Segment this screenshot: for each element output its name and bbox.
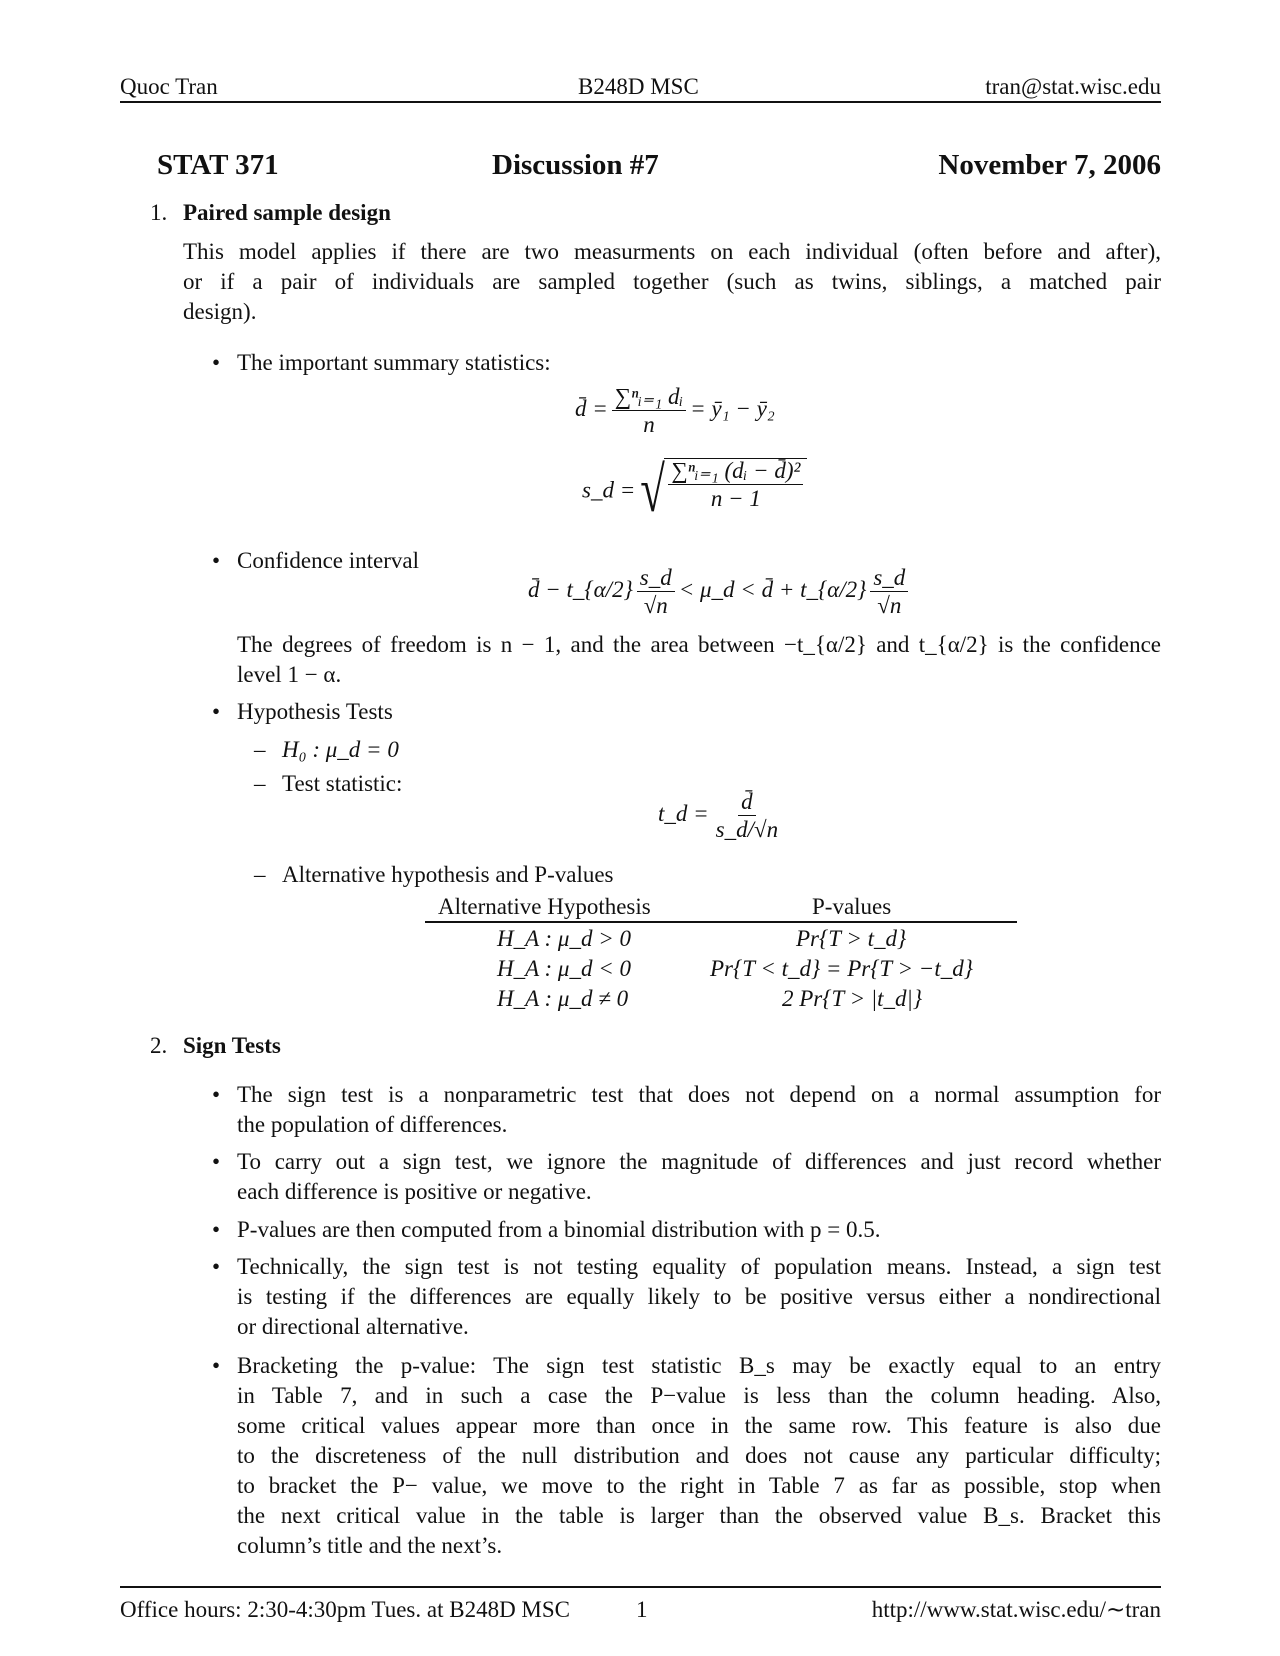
- bullet-text: Hypothesis Tests: [237, 699, 393, 724]
- table-rule: [425, 921, 1017, 923]
- bullet-text: Technically, the sign test is not testing equality of population means. Instead, a sign test: [237, 1254, 1161, 1279]
- bullet-icon: •: [212, 1217, 221, 1242]
- table-cell: Pr{T > t_d}: [796, 926, 907, 951]
- bullet-icon: •: [212, 1082, 221, 1107]
- discussion-title: Discussion #7: [492, 149, 659, 181]
- bullet-text: To carry out a sign test, we ignore the magnitude of differences and just record whether: [237, 1149, 1161, 1174]
- table-cell: H_A : μ_d > 0: [497, 926, 631, 951]
- bullet-text: in Table 7, and in such a case the P−value is less than the column heading. Also,: [237, 1383, 1161, 1408]
- bullet-text: Bracketing the p-value: The sign test statistic B_s may be exactly equal to an entry: [237, 1353, 1161, 1378]
- bullet-text: some critical values appear more than once in the same row. This feature is also due: [237, 1413, 1161, 1438]
- table-cell: Pr{T < t_d} = Pr{T > −t_d}: [710, 956, 973, 981]
- header-rule: [120, 101, 1161, 103]
- dash-icon: –: [254, 771, 266, 796]
- bullet-icon: •: [212, 1353, 221, 1378]
- section-number: 2.: [150, 1033, 168, 1058]
- section-heading: Sign Tests: [183, 1033, 281, 1058]
- footer-url[interactable]: http://www.stat.wisc.edu/∼tran: [871, 1597, 1161, 1622]
- paragraph-line: design).: [183, 299, 257, 324]
- section-number: 1.: [150, 200, 168, 225]
- bullet-text: or directional alternative.: [237, 1314, 469, 1339]
- bullet-text: the population of differences.: [237, 1112, 508, 1137]
- bullet-icon: •: [212, 548, 221, 573]
- alternative-label: Alternative hypothesis and P-values: [282, 862, 614, 887]
- table-header: P-values: [812, 894, 892, 919]
- bullet-icon: •: [212, 1254, 221, 1279]
- paragraph-line: This model applies if there are two measurments on each individual (often before and after),: [183, 239, 1161, 264]
- footer-rule: [120, 1586, 1161, 1588]
- section-heading: Paired sample design: [183, 200, 391, 225]
- header-room: B248D MSC: [578, 74, 699, 99]
- formula-td: t_d = $\frac{d̄}{s\_d/√n}$: [658, 789, 779, 842]
- test-statistic-label: Test statistic:: [282, 771, 403, 796]
- paragraph-line: level 1 − α.: [237, 662, 342, 687]
- formula-dbar: d̄ = $\frac{\text{∑ⁿᵢ₌₁ dᵢ}}{n}$ = ȳ₁ − ȳ₂: [575, 384, 775, 437]
- page-number: 1: [636, 1597, 648, 1622]
- bullet-text: to the discreteness of the null distribution and does not cause any particular difficulty;: [237, 1443, 1161, 1468]
- bullet-text: is testing if the differences are equally likely to be positive versus either a nondirectional: [237, 1284, 1161, 1309]
- bullet-text: the next critical value in the table is larger than the observed value B_s. Bracket this: [237, 1503, 1161, 1528]
- bullet-text: each difference is positive or negative.: [237, 1179, 592, 1204]
- date-title: November 7, 2006: [938, 149, 1161, 181]
- course-title: STAT 371: [157, 149, 279, 181]
- bullet-icon: •: [212, 1149, 221, 1174]
- paragraph-line: The degrees of freedom is n − 1, and the area between −t_{α/2} and t_{α/2} is the confidence: [237, 632, 1161, 657]
- bullet-text: to bracket the P− value, we move to the right in Table 7 as far as possible, stop when: [237, 1473, 1161, 1498]
- null-hypothesis: H₀ : μ_d = 0: [282, 737, 399, 762]
- bullet-text: P-values are then computed from a binomial distribution with p = 0.5.: [237, 1217, 881, 1242]
- bullet-text: The important summary statistics:: [237, 350, 551, 375]
- header-email: tran@stat.wisc.edu: [985, 74, 1161, 99]
- dash-icon: –: [254, 862, 266, 887]
- bullet-icon: •: [212, 699, 221, 724]
- table-cell: H_A : μ_d < 0: [497, 956, 631, 981]
- bullet-text: column’s title and the next’s.: [237, 1533, 503, 1558]
- header-author: Quoc Tran: [120, 74, 218, 99]
- table-header: Alternative Hypothesis: [438, 894, 651, 919]
- formula-ci: d̄ − t_{α/2} $\frac{s\_d}{√n}$ < μ_d < d̄ + t_{α/2} $\frac{s\_d}{√n}$: [528, 566, 912, 617]
- footer-office-hours: Office hours: 2:30-4:30pm Tues. at B248D MSC: [120, 1597, 571, 1622]
- dash-icon: –: [254, 737, 266, 762]
- bullet-text: Confidence interval: [237, 548, 420, 573]
- paragraph-line: or if a pair of individuals are sampled together (such as twins, siblings, a matched pair: [183, 269, 1161, 294]
- formula-sd: s_d = √ $\frac{\text{∑ⁿᵢ₌₁ (dᵢ − d̄)²}}{n - 1}$: [582, 458, 807, 522]
- table-cell: 2 Pr{T > |t_d|}: [782, 986, 923, 1011]
- bullet-text: The sign test is a nonparametric test that does not depend on a normal assumption for: [237, 1082, 1161, 1107]
- bullet-icon: •: [212, 350, 221, 375]
- table-cell: H_A : μ_d ≠ 0: [497, 986, 629, 1011]
